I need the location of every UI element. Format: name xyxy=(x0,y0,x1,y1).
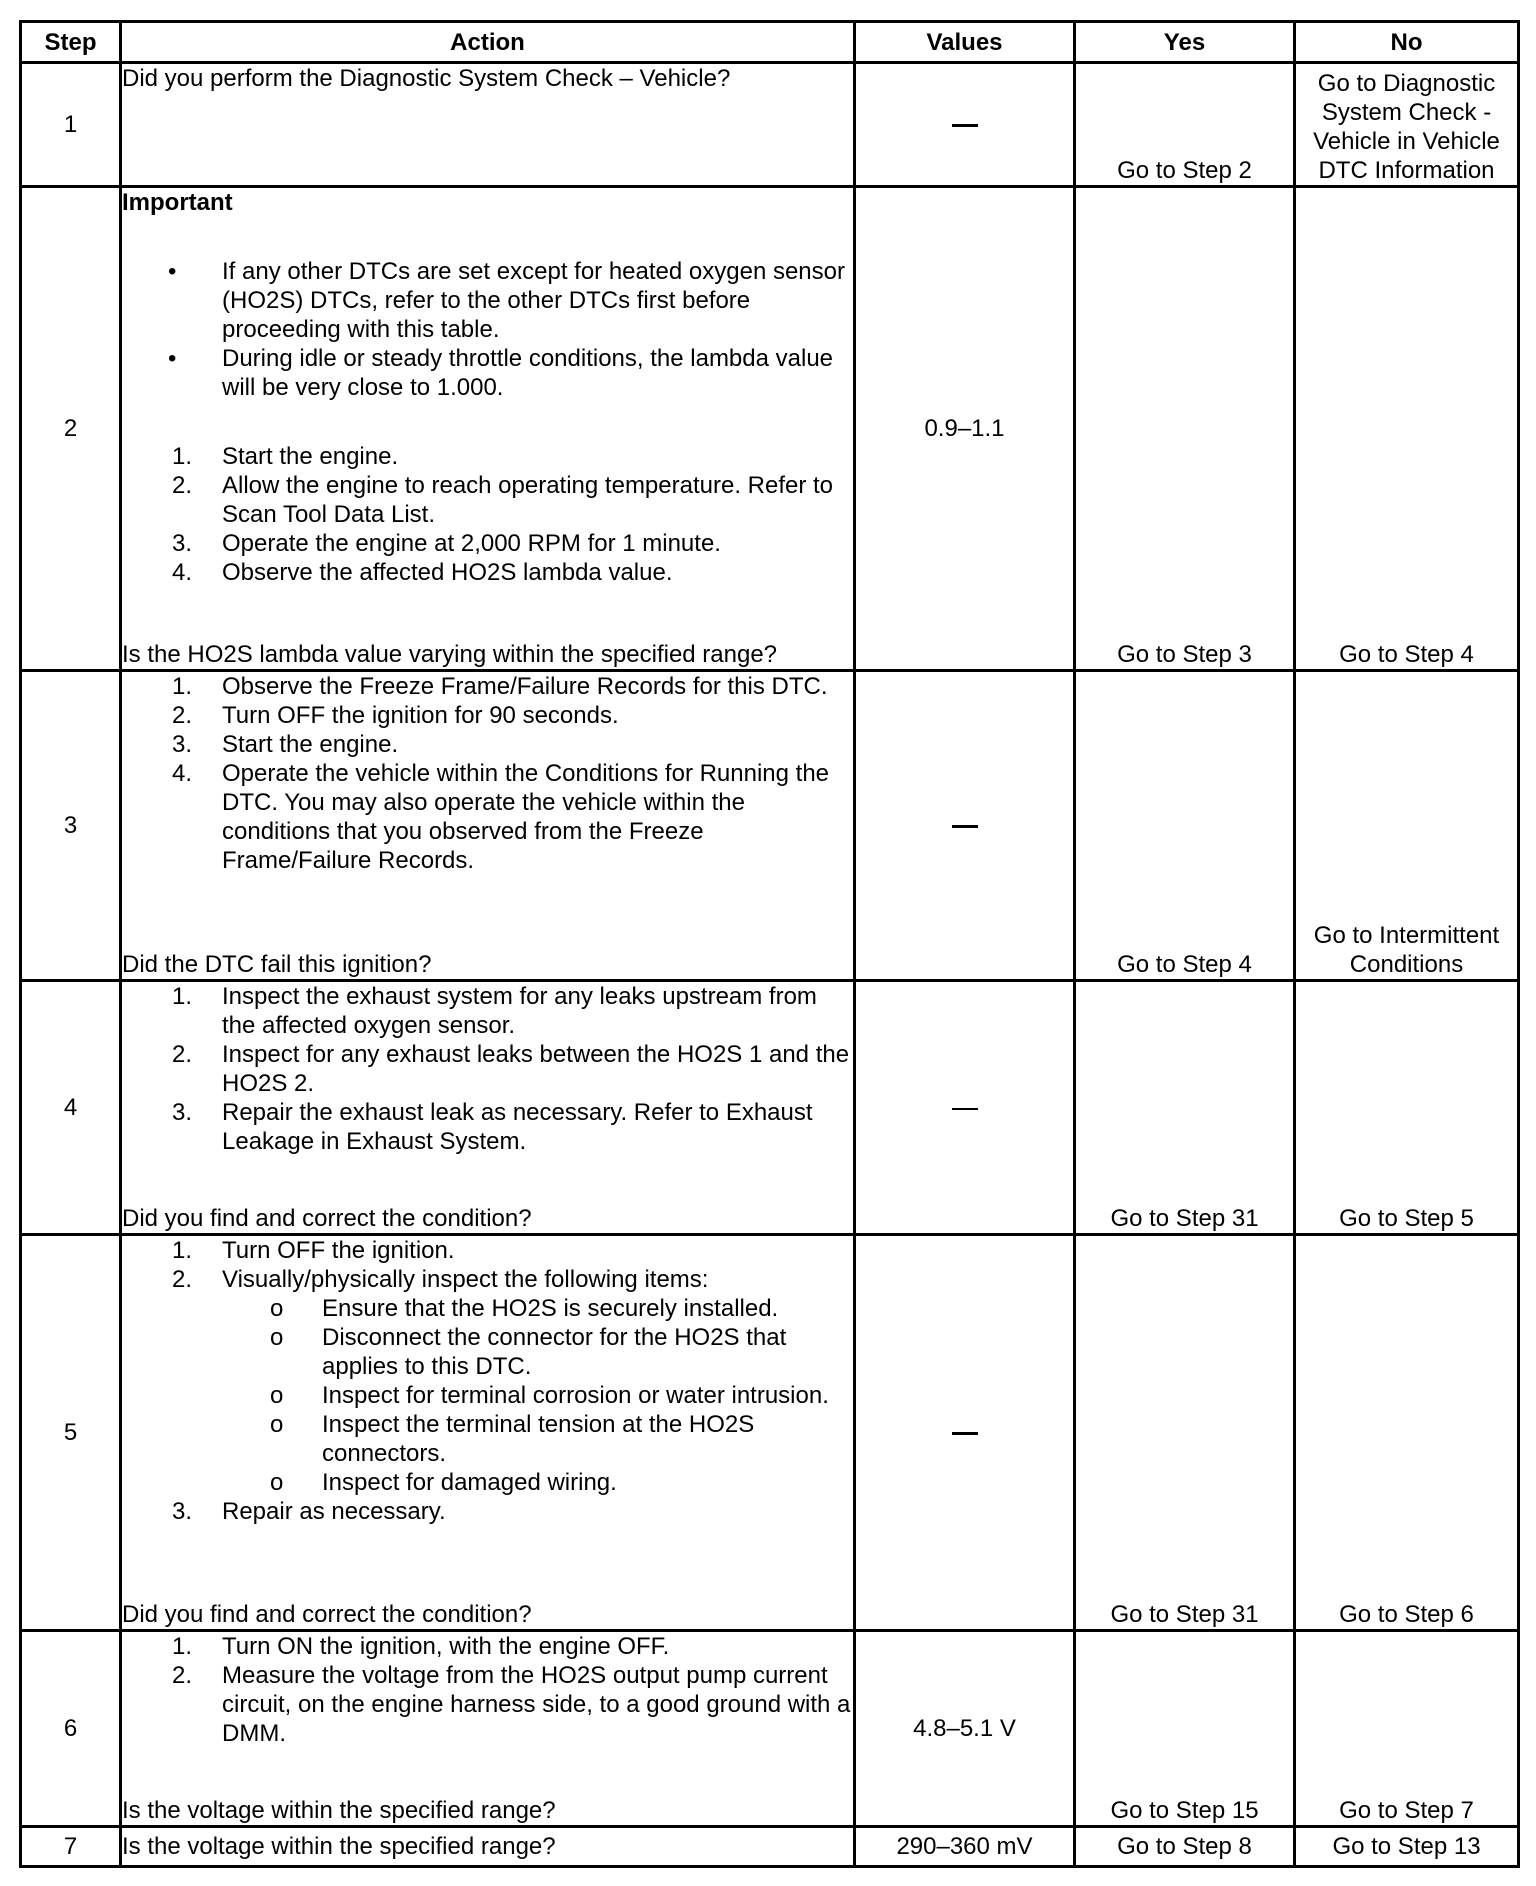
header-no: No xyxy=(1295,22,1519,63)
important-label: Important xyxy=(122,189,233,216)
values-cell: 290–360 mV xyxy=(855,1827,1075,1867)
table-row-step-2 xyxy=(21,187,1519,671)
list-item: 1. Turn ON the ignition, with the engine OFF. xyxy=(172,1633,670,1660)
action-cell xyxy=(121,981,855,1235)
action-question: Did you find and correct the condition? xyxy=(122,1601,532,1628)
list-item: 2. Allow the engine to reach operating temperature. Refer to Scan Tool Data List. xyxy=(172,472,834,528)
action-question: Is the voltage within the specified range? xyxy=(122,1833,556,1860)
step-number: 7 xyxy=(21,1827,121,1867)
table-row-step-3 xyxy=(21,671,1519,981)
list-item: 2. Visually/physically inspect the following items: o Ensure that the HO2S is securely installed. o Disconnect the connector for the HO2S that applies to this DTC. o Inspect for terminal corrosion or water intrusion. o Inspect the terminal tension at the HO2S connectors. o Inspect for damaged wiring. xyxy=(122,1265,853,1497)
action-question: Did you perform the Diagnostic System Check – Vehicle? xyxy=(122,65,731,92)
no-cell: Go to Step 7 xyxy=(1295,1631,1519,1827)
yes-cell: Go to Step 31 xyxy=(1075,981,1295,1235)
list-item: 3. Operate the engine at 2,000 RPM for 1 minute. xyxy=(172,530,721,557)
action-cell xyxy=(121,63,855,187)
diagnostic-table xyxy=(19,20,1520,1868)
procedure-steps xyxy=(122,672,853,875)
list-item: o Inspect for terminal corrosion or water intrusion. xyxy=(270,1382,829,1409)
list-item: 4. Operate the vehicle within the Conditions for Running the DTC. You may also operate the vehicle within the conditions that you observed from the Freeze Frame/Failure Records. xyxy=(172,760,830,874)
no-cell: Go to Step 5 xyxy=(1295,981,1519,1235)
yes-cell: Go to Step 4 xyxy=(1075,671,1295,981)
table-row-step-1 xyxy=(21,63,1519,187)
no-cell: Go to Intermittent Conditions xyxy=(1295,671,1519,981)
list-item: 1. Observe the Freeze Frame/Failure Records for this DTC. xyxy=(172,673,828,700)
em-dash xyxy=(952,825,978,828)
action-cell xyxy=(121,1827,855,1867)
action-question: Is the HO2S lambda value varying within the specified range? xyxy=(122,641,778,668)
action-cell xyxy=(121,187,855,671)
yes-cell: Go to Step 31 xyxy=(1075,1235,1295,1631)
no-cell: Go to Step 13 xyxy=(1295,1827,1519,1867)
action-question: Did you find and correct the condition? xyxy=(122,1205,532,1232)
list-item: • During idle or steady throttle conditions, the lambda value will be very close to 1.000. xyxy=(168,345,834,401)
action-cell xyxy=(121,671,855,981)
header-action: Action xyxy=(121,22,855,63)
action-question: Is the voltage within the specified range? xyxy=(122,1797,556,1824)
list-item: o Inspect for damaged wiring. xyxy=(270,1469,617,1496)
action-question: Did the DTC fail this ignition? xyxy=(122,951,432,978)
values-cell xyxy=(855,63,1075,187)
em-dash xyxy=(952,1108,978,1110)
list-item: 3. Start the engine. xyxy=(172,731,399,758)
list-item: o Disconnect the connector for the HO2S that applies to this DTC. xyxy=(270,1324,787,1380)
step-number: 6 xyxy=(21,1631,121,1827)
no-cell: Go to Step 4 xyxy=(1295,187,1519,671)
em-dash xyxy=(952,1432,978,1435)
step-number: 4 xyxy=(21,981,121,1235)
list-item: 1. Inspect the exhaust system for any leaks upstream from the affected oxygen sensor. xyxy=(172,983,817,1039)
step-number: 5 xyxy=(21,1235,121,1631)
list-item: 2. Inspect for any exhaust leaks between the HO2S 1 and the HO2S 2. xyxy=(172,1041,850,1097)
list-item: 3. Repair as necessary. xyxy=(172,1498,446,1525)
list-item: 4. Observe the affected HO2S lambda value. xyxy=(172,559,673,586)
procedure-steps xyxy=(122,1632,853,1748)
list-item: 2. Measure the voltage from the HO2S output pump current circuit, on the engine harness side, to a good ground with a DMM. xyxy=(172,1662,851,1747)
step-number: 2 xyxy=(21,187,121,671)
header-yes: Yes xyxy=(1075,22,1295,63)
yes-cell: Go to Step 3 xyxy=(1075,187,1295,671)
em-dash xyxy=(952,124,978,127)
table-row-step-7 xyxy=(21,1827,1519,1867)
list-item: 1. Start the engine. xyxy=(172,443,399,470)
header-values: Values xyxy=(855,22,1075,63)
list-item: 2. Turn OFF the ignition for 90 seconds. xyxy=(172,702,619,729)
list-item: • If any other DTCs are set except for heated oxygen sensor (HO2S) DTCs, refer to the other DTCs first before proceeding with this table. xyxy=(168,258,845,343)
values-cell xyxy=(855,981,1075,1235)
step-number: 3 xyxy=(21,671,121,981)
list-item: o Ensure that the HO2S is securely installed. xyxy=(270,1295,779,1322)
table-row-step-4 xyxy=(21,981,1519,1235)
procedure-steps xyxy=(122,1236,853,1526)
procedure-steps xyxy=(122,442,853,587)
header-step: Step xyxy=(21,22,121,63)
yes-cell: Go to Step 15 xyxy=(1075,1631,1295,1827)
header-row xyxy=(21,22,1519,63)
important-bullets xyxy=(122,257,853,402)
yes-cell: Go to Step 2 xyxy=(1075,63,1295,187)
no-cell: Go to Step 6 xyxy=(1295,1235,1519,1631)
values-cell: 4.8–5.1 V xyxy=(855,1631,1075,1827)
values-cell xyxy=(855,1235,1075,1631)
step-number: 1 xyxy=(21,63,121,187)
action-cell xyxy=(121,1235,855,1631)
list-item: 1. Turn OFF the ignition. xyxy=(172,1237,455,1264)
action-cell xyxy=(121,1631,855,1827)
yes-cell: Go to Step 8 xyxy=(1075,1827,1295,1867)
table-row-step-5 xyxy=(21,1235,1519,1631)
procedure-steps xyxy=(122,982,853,1156)
values-cell xyxy=(855,671,1075,981)
values-cell: 0.9–1.1 xyxy=(855,187,1075,671)
list-item: o Inspect the terminal tension at the HO2S connectors. xyxy=(270,1411,755,1467)
no-cell: Go to Diagnostic System Check - Vehicle in Vehicle DTC Information xyxy=(1295,63,1519,187)
table-row-step-6 xyxy=(21,1631,1519,1827)
inspection-items xyxy=(222,1294,853,1497)
list-item: 3. Repair the exhaust leak as necessary. Refer to Exhaust Leakage in Exhaust System. xyxy=(172,1099,813,1155)
